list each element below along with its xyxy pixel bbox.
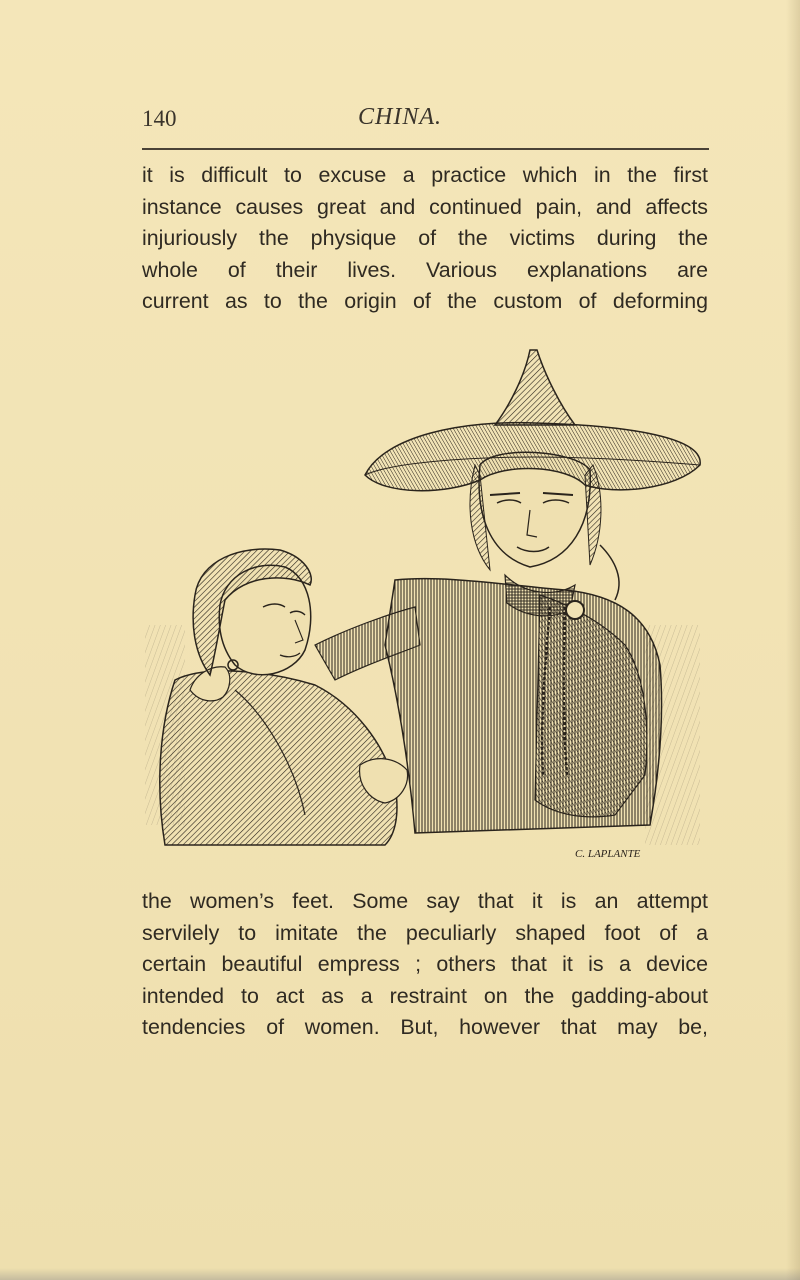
woman-figure: [385, 452, 662, 833]
page-edge-shadow: [786, 0, 800, 1280]
engraver-signature: C. LAPLANTE: [575, 848, 641, 860]
text-line: it is difficult to excuse a practice which in the first: [142, 163, 708, 187]
engraving-illustration: [145, 345, 705, 875]
page-bottom-shadow: [0, 1268, 800, 1280]
text-line: certain beautiful empress ; others that it is a device: [142, 952, 708, 976]
text-line: current as to the origin of the custom of deforming: [142, 289, 708, 313]
text-line: injuriously the physique of the victims during the: [142, 226, 708, 250]
paragraph-bottom: [142, 886, 708, 1044]
text-line: servilely to imitate the peculiarly shaped foot of a: [142, 920, 708, 945]
text-line: the women’s feet. Some say that it is an attempt: [142, 889, 708, 913]
text-line: intended to act as a restraint on the gadding-about: [142, 983, 708, 1008]
text-line: instance causes great and continued pain, and affects: [142, 194, 708, 219]
text-line: tendencies of women. But, however that may be,: [142, 1015, 708, 1039]
header-rule: [142, 148, 709, 150]
paragraph-top: [142, 160, 708, 318]
text-line: whole of their lives. Various explanations are: [142, 257, 708, 282]
page-number: 140: [142, 106, 177, 131]
running-title: CHINA.: [358, 104, 442, 130]
